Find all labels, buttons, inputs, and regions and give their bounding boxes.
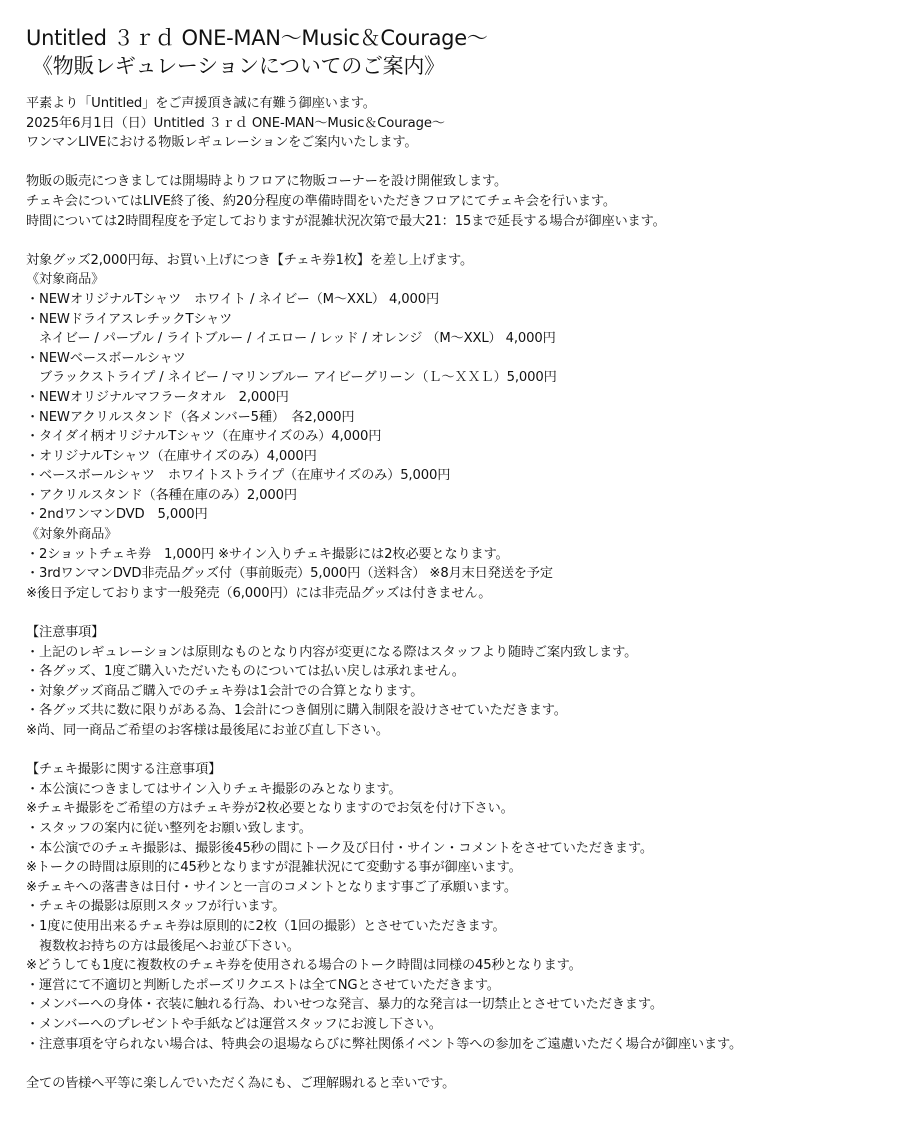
sales-info-line: 物販の販売につきましては開場時よりフロアに物販コーナーを設け開催致します。 (26, 174, 508, 190)
list-item: ・オリジナルTシャツ（在庫サイズのみ）4,000円 (26, 448, 317, 464)
cheki-cautions-heading: 【チェキ撮影に関する注意事項】 (26, 762, 222, 778)
note-line: ※トークの時間は原則的に45秒となりますが混雑状況にて変動する事が御座います。 (26, 860, 522, 876)
note-line: ※チェキへの落書きは日付・サインと一言のコメントとなります事ご了承願います。 (26, 879, 517, 895)
list-item: ・各グッズ共に数に限りがある為、1会計につき個別に購入制限を設けさせていただきます。 (26, 703, 567, 719)
spacer (26, 1054, 885, 1074)
cheki-event-line: チェキ会についてはLIVE終了後、約20分程度の準備時間をいただきフロアにてチェキ会を行います。 (26, 193, 616, 209)
eligible-items-heading: 《対象商品》 (26, 272, 105, 288)
event-date-line: 2025年6月1日（日）Untitled ３ｒｄ ONE-MAN～Music＆Courage～ (26, 115, 445, 131)
note-line: ※チェキ撮影をご希望の方はチェキ券が2枚必要となりますのでお気を付け下さい。 (26, 801, 514, 817)
list-item: ・アクリルスタンド（各種在庫のみ）2,000円 (26, 487, 297, 503)
spacer (26, 603, 885, 623)
list-item: ・NEWオリジナルマフラータオル 2,000円 (26, 389, 289, 405)
list-item: ・チェキの撮影は原則スタッフが行います。 (26, 899, 286, 915)
list-item: ・NEWドライアスレチックTシャツ (26, 311, 233, 327)
note-line: ※どうしても1度に複数枚のチェキ券を使用される場合のトーク時間は同様の45秒となります。 (26, 958, 582, 974)
list-item-detail: ネイビー / パープル / ライトブルー / イエロー / レッド / オレンジ （M～XXL） 4,000円 (26, 331, 556, 347)
list-item: ・NEWベースボールシャツ (26, 350, 186, 366)
list-item: ・運営にて不適切と判断したポーズリクエストは全てNGとさせていただきます。 (26, 977, 500, 993)
list-item: ・ベースボールシャツ ホワイトストライプ（在庫サイズのみ）5,000円 (26, 468, 451, 484)
closing-line: 全ての皆様へ平等に楽しんでいただく為にも、ご理解賜れると幸いです。 (26, 1075, 456, 1091)
note-line: ※後日予定しております一般発売（6,000円）には非売品グッズは付きません。 (26, 585, 492, 601)
bonus-rule-line: 対象グッズ2,000円毎、お買い上げにつき【チェキ券1枚】を差し上げます。 (26, 252, 474, 268)
intro-line: ワンマンLIVEにおける物販レギュレーションをご案内いたします。 (26, 135, 418, 151)
event-title: Untitled ３ｒｄ ONE-MAN～Music＆Courage～ (26, 26, 488, 50)
document-body (26, 94, 885, 1093)
time-info-line: 時間については2時間程度を予定しておりますが混雑状況次第で最大21：15まで延長する場合が御座います。 (26, 213, 666, 229)
spacer (26, 153, 885, 173)
list-item: ・タイダイ柄オリジナルTシャツ（在庫サイズのみ）4,000円 (26, 429, 382, 445)
list-item: ・本公演につきましてはサイン入りチェキ撮影のみとなります。 (26, 781, 402, 797)
list-item: ・メンバーへの身体・衣装に触れる行為、わいせつな発言、暴力的な発言は一切禁止とさせていただきます。 (26, 997, 663, 1013)
list-item: ・2ndワンマンDVD 5,000円 (26, 507, 208, 523)
list-item: ・2ショットチェキ券 1,000円 ※サイン入りチェキ撮影には2枚必要となります。 (26, 546, 509, 562)
greeting-line: 平素より「Untitled」をご声援頂き誠に有難う御座います。 (26, 96, 376, 111)
list-item: ・1度に使用出来るチェキ券は原則的に2枚（1回の撮影）とさせていただきます。 (26, 918, 506, 934)
list-item-detail: ブラックストライプ / ネイビー / マリンブルー アイビーグリーン（Ｌ～ＸＸＬ）5,000円 (26, 370, 557, 386)
list-item: ・注意事項を守られない場合は、特典会の退場ならびに弊社関係イベント等への参加をご遠慮いただく場合が御座います。 (26, 1036, 743, 1052)
notice-heading: 《物販レギュレーションについてのご案内》 (32, 54, 445, 78)
excluded-items-heading: 《対象外商品》 (26, 527, 118, 543)
note-line: ※尚、同一商品ご希望のお客様は最後尾にお並び直し下さい。 (26, 723, 389, 738)
list-item: ・NEWオリジナルTシャツ ホワイト / ネイビー（M～XXL） 4,000円 (26, 291, 440, 307)
list-item: ・対象グッズ商品ご購入でのチェキ券は1会計での合算となります。 (26, 683, 424, 699)
list-item-detail: 複数枚お持ちの方は最後尾へお並び下さい。 (26, 938, 300, 954)
list-item: ・NEWアクリルスタンド（各メンバー5種） 各2,000円 (26, 409, 355, 425)
spacer (26, 741, 885, 761)
list-item: ・3rdワンマンDVD非売品グッズ付（事前販売）5,000円（送料含） ※8月末日発送を予定 (26, 566, 553, 582)
list-item: ・上記のレギュレーションは原則なものとなり内容が変更になる際はスタッフより随時ご案内致します。 (26, 644, 638, 660)
list-item: ・スタッフの案内に従い整列をお願い致します。 (26, 820, 312, 836)
list-item: ・メンバーへのプレゼントや手紙などは運営スタッフにお渡し下さい。 (26, 1016, 442, 1032)
spacer (26, 231, 885, 251)
cautions-heading: 【注意事項】 (26, 625, 105, 641)
list-item: ・各グッズ、1度ご購入いただいたものについては払い戻しは承れません。 (26, 664, 465, 680)
document-title (26, 24, 885, 80)
list-item: ・本公演でのチェキ撮影は、撮影後45秒の間にトーク及び日付・サイン・コメントをさせていただきます。 (26, 840, 653, 856)
